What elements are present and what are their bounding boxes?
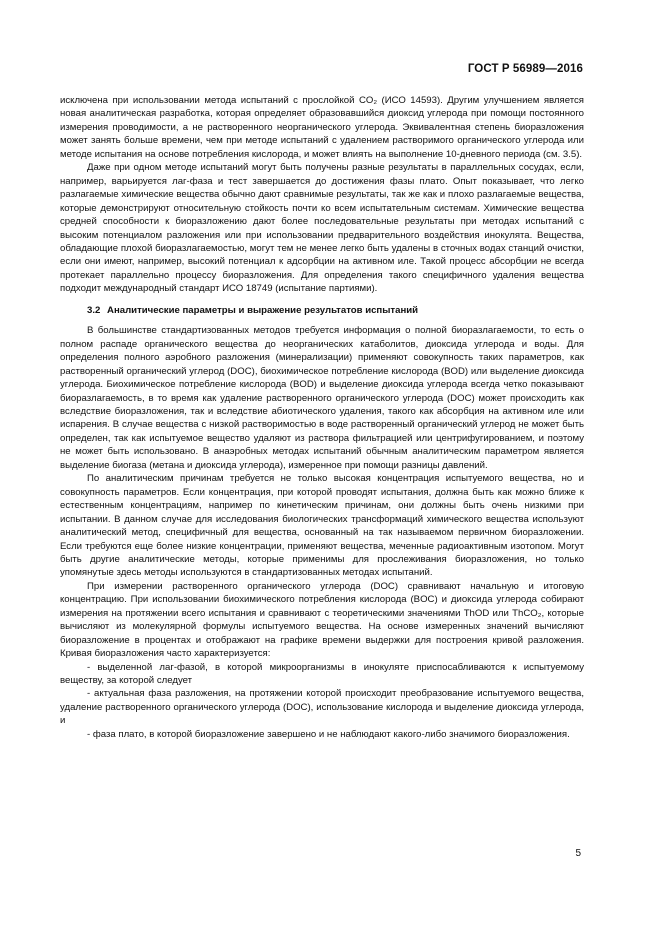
- paragraph: Даже при одном методе испытаний могут быть получены разные результаты в параллельных сосудах, если, например, варьируется лаг-фаза и тест завершается до достижения фазы плато. Опыт показывает, что легко разлагаемые химические вещества обычно дают сравнимые результаты, так же как и плохо разлагаемые вещества, которые демонстрируют относительную стойкость почти ко всем испытательным системам. Химические вещества средней способности к биоразложению дают более последовательные результаты при методах испытаний с высоким потенциалом разложения или при использовании предварительного воздействия инокулята. Вещества, обладающие плохой биоразлагаемостью, могут тем не менее легко быть удалены в сточных водах станций очистки, если они имеют, например, высокий потенциал к адсорбции на активном иле. Такой процесс абсорбции не всегда протекает параллельно процессу биоразложения. Для определения такого специфичного удаления вещества подходит международный стандарт ИСО 18749 (испытание партиями).: [60, 162, 584, 295]
- section-heading: [60, 304, 584, 317]
- list-item: - фаза плато, в которой биоразложение завершено и не наблюдают какого-либо значимого биоразложения.: [87, 728, 570, 740]
- paragraph: исключена при использовании метода испытаний с прослойкой CO₂ (ИСО 14593). Другим улучшением является новая аналитическая разработка, которая определяет образовавшийся диоксид углерода при помощи постоянного измерения проводимости, а не растворенного неорганического углерода. Эквивалентная степень биоразложения может занять больше времени, чем при методе испытаний с удалением растворимого органического углерода или методе испытания на основе потребления кислорода, и может влиять на выполнение 10-дневного периода (см. 3.5).: [60, 95, 584, 160]
- paragraph: В большинстве стандартизованных методов требуется информация о полной биоразлагаемости, то есть о полном распаде органического вещества до неорганических катаболитов, диоксида углерода и воды. Для определения полного аэробного разложения (минерализации) применяют совокупность таких параметров, как растворенный органический углерод (DOC), биохимическое потребление кислорода (BOD) или выделение диоксида углерода. Биохимическое потребление кислорода (BOD) и выделение диоксида углерода всегда четко показывают биоразлагаемость, в то время как удаление растворенного органического углерода (DOC) может происходить как вследствие биоразложения, так и вследствие абиотического удаления, такого как абсорбция на активном иле или испарения. В случае вещества с низкой растворимостью в воде растворенный органический углерод не может быть определен, так как испытуемое вещество удаляют из раствора фильтрацией или центрифугированием, и поэтому не может быть использовано. В анаэробных методах испытаний обычным аналитическим параметром является выделение биогаза (метана и диоксида углерода), измеренное при помощи разницы давлений.: [60, 325, 584, 471]
- document-body: [60, 94, 584, 741]
- section-number: 3.2: [87, 304, 101, 316]
- paragraph: По аналитическим причинам требуется не только высокая концентрация испытуемого вещества, но и совокупность параметров. Если концентрация, при которой проводят испытания, должна быть как можно ближе к естественным концентрациям, например по кинетическим причинам, они должны быть очень низкими при испытании. В данном случае для исследования биологических трансформаций химического вещества используют аналитический метод, специфичный для вещества, основанный на так называемом первичном биоразложении. Если требуются еще более низкие концентрации, применяют вещества, меченные радиоактивным изотопом. Могут быть другие аналитические методы, которые применимы для прослеживания биоразложения, но только упомянутые здесь методы используются в стандартизованных методах испытаний.: [60, 473, 584, 579]
- page-number: 5: [575, 848, 581, 859]
- document-header: ГОСТ Р 56989—2016: [467, 63, 583, 75]
- list-item: - выделенной лаг-фазой, в которой микроорганизмы в инокуляте приспосабливаются к испытуемому веществу, за которой следует: [60, 661, 584, 687]
- list-item: - актуальная фаза разложения, на протяжении которой происходит преобразование испытуемого вещества, удаление растворенного органического углерода (DOC), использование кислорода и выделение диоксида углерода, и: [60, 688, 584, 727]
- paragraph: При измерении растворенного органического углерода (DOC) сравнивают начальную и итоговую концентрацию. При использовании биохимического потребления кислорода (BOC) и диоксида углерода собирают измерения на протяжении всего испытания и сравнивают с теоретическими значениями ThOD или ThCO₂, которые вычисляют из молекулярной формулы испытуемого вещества. На основе измеренных значений вычисляют биоразложение в процентах и отображают на графике времени выдержки для построения кривой разложения. Кривая биоразложения часто характеризуется:: [60, 580, 584, 660]
- section-title: Аналитические параметры и выражение результатов испытаний: [107, 304, 419, 316]
